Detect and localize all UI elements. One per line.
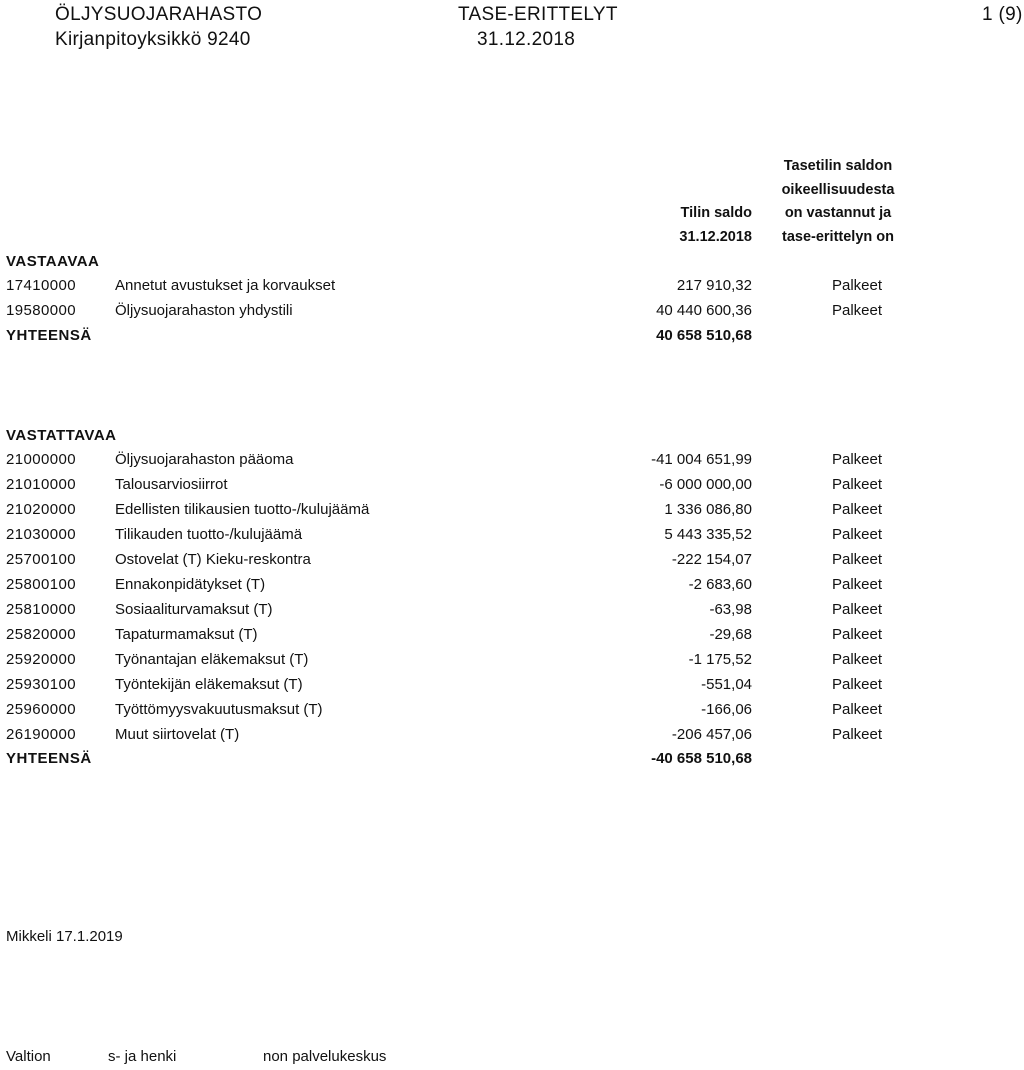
account-balance: -63,98 [709,601,752,618]
table-row [0,501,1024,526]
account-name: Työnantajan eläkemaksut (T) [115,651,309,668]
account-number: 21030000 [6,526,76,543]
responsibility-heading-line: oikeellisuudesta [781,181,895,198]
table-row [0,601,1024,626]
account-number: 21000000 [6,451,76,468]
account-balance: -1 175,52 [688,651,752,668]
accounting-unit: Kirjanpitoyksikkö 9240 [55,29,251,50]
reviewer-status: Palkeet [832,526,883,543]
table-row [0,551,1024,576]
account-name: Tilikauden tuotto-/kulujäämä [115,526,303,543]
account-name: Työttömyysvakuutusmaksut (T) [115,701,323,718]
table-row [0,302,1024,327]
organization-name: ÖLJYSUOJARAHASTO [55,4,263,25]
footer-fragment: s- ja henki [108,1048,177,1065]
document-title: TASE-ERITTELYT [458,4,618,25]
reviewer-status: Palkeet [832,551,883,568]
reviewer-status: Palkeet [832,701,883,718]
reviewer-status: Palkeet [832,501,883,518]
account-number: 25800100 [6,576,76,593]
account-number: 17410000 [6,277,76,294]
reviewer-status: Palkeet [832,277,883,294]
account-number: 19580000 [6,302,76,319]
account-name: Tapaturmamaksut (T) [115,626,258,643]
account-balance: -41 004 651,99 [651,451,752,468]
account-balance: 217 910,32 [676,277,752,294]
reviewer-status: Palkeet [832,626,883,643]
liabilities-total-amount: -40 658 510,68 [651,750,752,767]
reviewer-status: Palkeet [832,302,883,319]
table-row [0,726,1024,751]
account-balance: -222 154,07 [671,551,752,568]
account-balance: 1 336 086,80 [664,501,752,518]
liabilities-heading: VASTATTAVAA [6,427,117,444]
reviewer-status: Palkeet [832,726,883,743]
account-balance: -206 457,06 [671,726,752,743]
responsibility-heading-line: Tasetilin saldon [783,158,893,174]
account-name: Ostovelat (T) Kieku-reskontra [115,551,311,568]
footer-fragment: Valtion [6,1048,51,1065]
table-row [0,651,1024,676]
document-date: 31.12.2018 [477,29,576,50]
account-balance: 40 440 600,36 [656,302,752,319]
assets-total-amount: 40 658 510,68 [656,327,752,344]
account-name: Talousarviosiirrot [115,476,228,493]
assets-heading: VASTAAVAA [6,253,100,270]
footer-fragment: non palvelukeskus [263,1048,387,1065]
reviewer-status: Palkeet [832,476,883,493]
account-number: 21020000 [6,501,76,518]
account-number: 25960000 [6,701,76,718]
table-row [0,676,1024,701]
responsibility-heading-line: on vastannut ja [784,205,892,221]
table-row [0,451,1024,476]
table-row [0,476,1024,501]
account-number: 25920000 [6,651,76,668]
reviewer-status: Palkeet [832,651,883,668]
page-number: 1 (9) [982,4,1023,25]
place-and-date: Mikkeli 17.1.2019 [6,928,123,945]
liabilities-total-label: YHTEENSÄ [6,750,92,767]
account-number: 25820000 [6,626,76,643]
account-balance: 5 443 335,52 [664,526,752,543]
account-number: 25930100 [6,676,76,693]
responsibility-column-heading [758,155,918,249]
table-row [0,526,1024,551]
assets-total-label: YHTEENSÄ [6,327,92,344]
reviewer-status: Palkeet [832,601,883,618]
account-name: Sosiaaliturvamaksut (T) [115,601,273,618]
account-balance: -29,68 [709,626,752,643]
account-name: Annetut avustukset ja korvaukset [115,277,336,294]
account-number: 25700100 [6,551,76,568]
account-name: Työntekijän eläkemaksut (T) [115,676,303,693]
table-row [0,576,1024,601]
balance-column-heading [640,202,752,249]
account-name: Öljysuojarahaston pääoma [115,451,294,468]
account-number: 21010000 [6,476,76,493]
account-number: 26190000 [6,726,76,743]
reviewer-status: Palkeet [832,576,883,593]
account-balance: -2 683,60 [688,576,752,593]
account-name: Muut siirtovelat (T) [115,726,240,743]
reviewer-status: Palkeet [832,451,883,468]
account-balance: -6 000 000,00 [659,476,752,493]
account-balance: -166,06 [701,701,752,718]
responsibility-heading-line: tase-erittelyn on [782,228,894,245]
table-row [0,277,1024,302]
table-row [0,626,1024,651]
table-row [0,701,1024,726]
account-name: Ennakonpidätykset (T) [115,576,266,593]
account-balance: -551,04 [701,676,752,693]
account-name: Edellisten tilikausien tuotto-/kulujäämä [115,501,370,518]
reviewer-status: Palkeet [832,676,883,693]
account-number: 25810000 [6,601,76,618]
account-name: Öljysuojarahaston yhdystili [115,302,293,319]
balance-heading-date: 31.12.2018 [679,228,752,245]
balance-heading-line: Tilin saldo [680,205,752,221]
